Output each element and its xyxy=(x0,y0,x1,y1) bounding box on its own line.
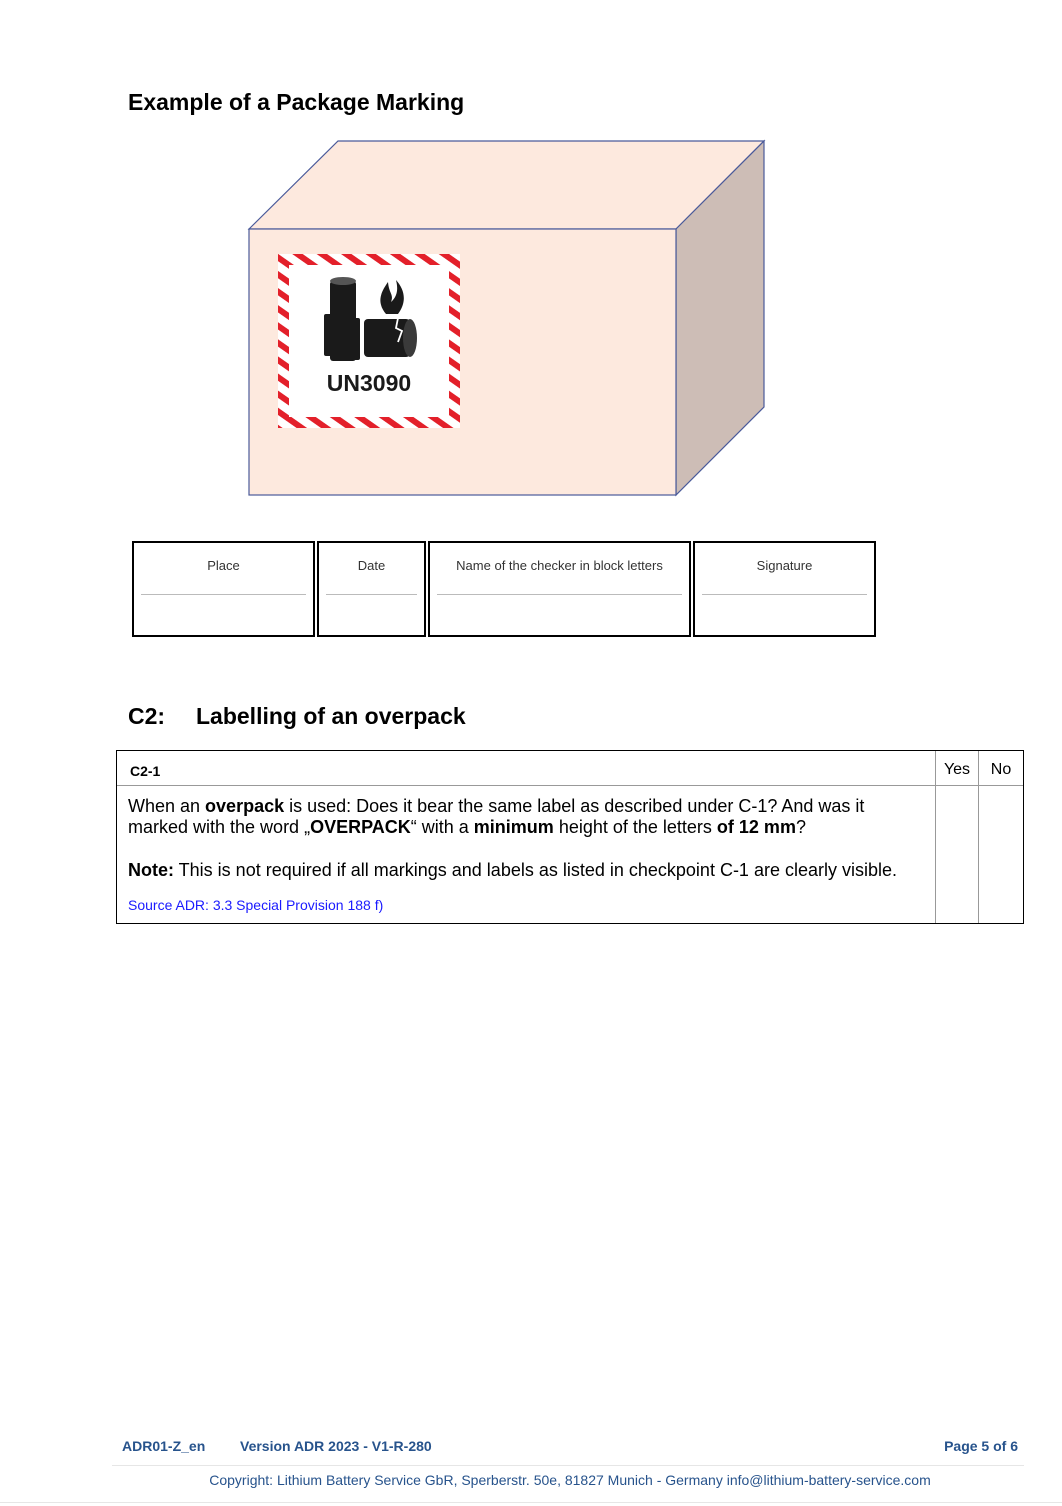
footer-divider xyxy=(112,1465,1024,1466)
note-text: Note: This is not required if all markings and labels as listed in checkpoint C-1 are clearly visible. xyxy=(128,860,897,880)
checkpoint-id: C2-1 xyxy=(130,763,161,779)
page-edge xyxy=(0,1502,1062,1503)
checker-name-field[interactable] xyxy=(428,541,691,637)
document-version: Version ADR 2023 - V1-R-280 xyxy=(240,1438,432,1454)
date-label: Date xyxy=(357,558,386,573)
lithium-battery-label xyxy=(278,254,460,428)
no-checkbox-cell[interactable] xyxy=(978,786,1023,923)
checker-name-label: Name of the checker in block letters xyxy=(456,558,663,573)
question-cell xyxy=(117,786,935,923)
date-field[interactable] xyxy=(317,541,426,637)
yes-column-header: Yes xyxy=(935,751,978,785)
section-heading-example: Example of a Package Marking xyxy=(128,89,465,115)
page-number: Page 5 of 6 xyxy=(944,1438,1018,1454)
un-number: UN3090 xyxy=(326,370,412,396)
place-field[interactable] xyxy=(132,541,315,637)
signature-line xyxy=(702,594,867,595)
checklist-question-row xyxy=(117,785,1023,923)
section-title: Labelling of an overpack xyxy=(196,703,466,729)
place-line xyxy=(141,594,306,595)
signature-label: Signature xyxy=(756,558,813,573)
section-heading-c2 xyxy=(128,703,466,730)
section-number: C2: xyxy=(128,703,166,729)
source-reference: Source ADR: 3.3 Special Provision 188 f) xyxy=(128,897,384,913)
question-text: When an overpack is used: Does it bear the same label as described under C-1? And was it marked with the word „OVERPACK“ with a minimum height of the letters of 12 mm? xyxy=(128,796,865,837)
signature-table xyxy=(132,541,878,637)
checker-name-line xyxy=(437,594,682,595)
signature-field[interactable] xyxy=(693,541,876,637)
yes-checkbox-cell[interactable] xyxy=(935,786,978,923)
checklist-table xyxy=(116,750,1024,924)
checklist-header-row xyxy=(117,751,1023,785)
document-id: ADR01-Z_en xyxy=(122,1438,206,1454)
no-column-header: No xyxy=(978,751,1023,785)
package-illustration xyxy=(240,132,772,502)
footer-meta xyxy=(122,1438,1018,1458)
date-line xyxy=(326,594,417,595)
footer-copyright: Copyright: Lithium Battery Service GbR, Sperberstr. 50e, 81827 Munich - Germany info@lithium-battery-service.com xyxy=(209,1472,931,1488)
box-top-face xyxy=(249,141,764,229)
place-label: Place xyxy=(207,558,240,573)
